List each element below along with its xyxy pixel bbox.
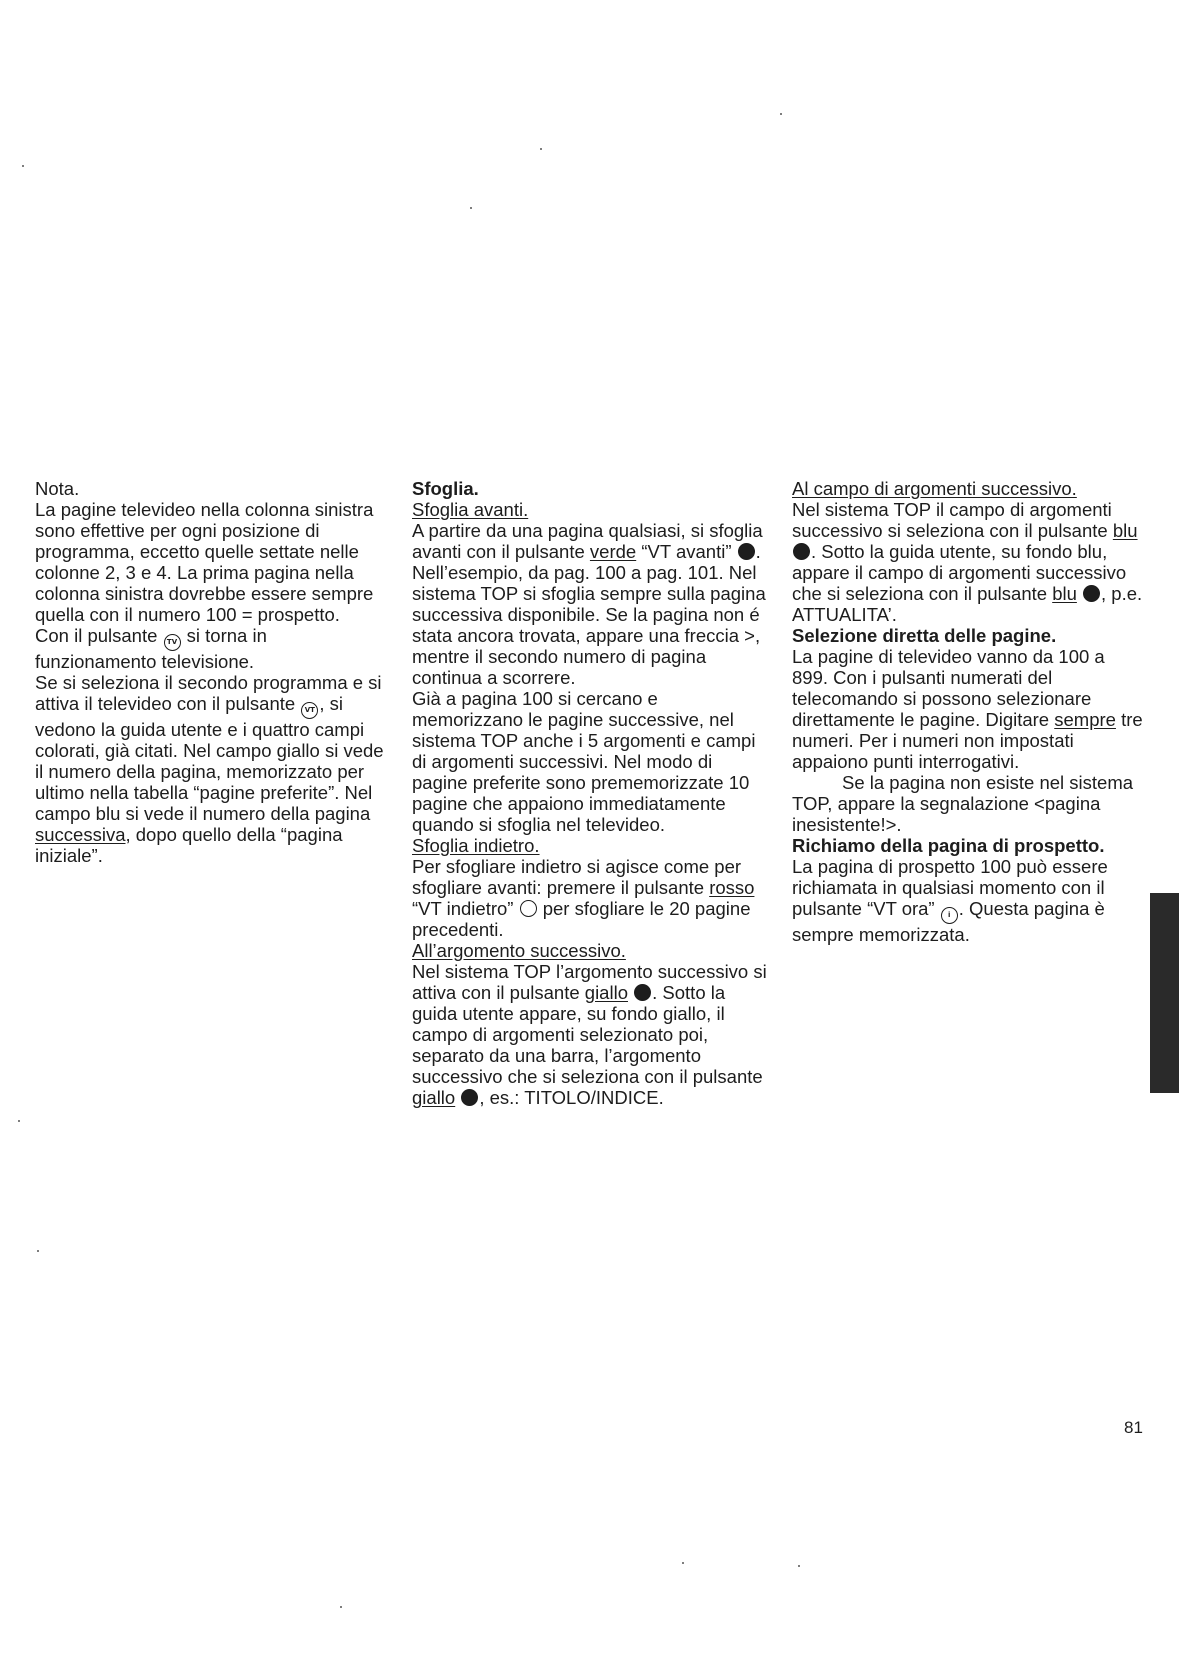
section-heading-sfoglia: Sfoglia. — [412, 478, 479, 499]
yellow-button-icon — [634, 984, 651, 1001]
scan-speck — [780, 113, 782, 115]
info-button-icon: i — [941, 907, 958, 924]
paragraph-sfoglia-indietro: Per sfogliare indietro si agisce come per sfogliare avanti: premere il pulsante rosso “VT indietro” per sfogliare le 20 pagine precedenti. — [412, 856, 755, 940]
scan-speck — [470, 207, 472, 209]
paragraph-sfoglia-avanti: A partire da una pagina qualsiasi, si sfoglia avanti con il pulsante verde “VT avanti” . Nell’esempio, da pag. 100 a pag. 101. Nel sistema TOP si sfoglia sempre sulla pagina successiva disponibile. Se la pagina non é stata ancora trovata, appare una freccia >, mentre il secondo numero di pagina continua a scorrere. — [412, 520, 766, 688]
paragraph-pagina-inesistente: Se la pagina non esiste nel sistema TOP, appare la segnalazione <pagina inesistente!>. — [792, 772, 1134, 835]
paragraph-campo-argomenti: Nel sistema TOP il campo di argomenti successivo si seleziona con il pulsante blu . Sotto la guida utente, su fondo blu, appare il campo di argomenti successivo che si seleziona con il pulsante blu , p.e. ATTUALITA’. — [792, 499, 1143, 625]
blue-button-icon — [1083, 585, 1100, 602]
subheading-campo-argomenti: Al campo di argomenti successivo. — [792, 478, 1077, 499]
scan-speck — [18, 1120, 20, 1122]
note-text-2: Con il pulsante TV si torna in funzionamento televisione. — [35, 625, 267, 672]
side-tab-marker — [1150, 893, 1179, 1093]
vt-button-icon: VT — [301, 702, 318, 719]
note-label: Nota. — [35, 478, 80, 499]
paragraph-memorizzazione: Già a pagina 100 si cercano e memorizzano le pagine successive, nel sistema TOP anche i 5 argomenti e campi di argomenti successivi. Nel modo di pagine preferite sono prememorizzate 10 pagine che appaiono immediatamente quando si sfoglia nel televideo. — [412, 688, 756, 835]
paragraph-richiamo: La pagina di prospetto 100 può essere richiamata in qualsiasi momento con il pulsante “VT ora” i . Questa pagina è sempre memorizzata. — [792, 856, 1108, 945]
red-button-icon — [520, 900, 537, 917]
subheading-argomento-successivo: All’argomento successivo. — [412, 940, 626, 961]
scan-speck — [682, 1562, 684, 1564]
section-heading-selezione-diretta: Selezione diretta delle pagine. — [792, 625, 1057, 646]
scan-speck — [340, 1606, 342, 1608]
note-text-3: Se si seleziona il secondo programma e si attiva il televideo con il pulsante VT , si vedono la guida utente e i quattro campi colorati, già citati. Nel campo giallo si vede il numero della pagina, memorizzato per ultimo nella tabella “pagine preferite”. Nel campo blu si vede il numero della pagina successiva, dopo quello della “pagina iniziale”. — [35, 672, 384, 866]
column-3 — [792, 478, 1144, 945]
paragraph-argomento-successivo: Nel sistema TOP l’argomento successivo si attiva con il pulsante giallo . Sotto la guida utente appare, su fondo giallo, il campo di argomenti selezionato poi, separato da una barra, l’argomento successivo che si seleziona con il pulsante giallo , es.: TITOLO/INDICE. — [412, 961, 767, 1108]
subheading-sfoglia-avanti: Sfoglia avanti. — [412, 499, 529, 520]
scan-speck — [540, 148, 542, 150]
column-1 — [35, 478, 390, 866]
subheading-sfoglia-indietro: Sfoglia indietro. — [412, 835, 540, 856]
yellow-button-icon — [461, 1089, 478, 1106]
column-2 — [412, 478, 768, 1108]
section-heading-richiamo: Richiamo della pagina di prospetto. — [792, 835, 1105, 856]
tv-button-icon: TV — [164, 634, 181, 651]
note-text-1: La pagine televideo nella colonna sinistra sono effettive per ogni posizione di programma, eccetto quelle settate nelle colonne 2, 3 e 4. La prima pagina nella colonna sinistra dovrebbe essere sempre quella con il numero 100 = prospetto. — [35, 499, 374, 625]
blue-button-icon — [793, 543, 810, 560]
scan-speck — [798, 1565, 800, 1567]
paragraph-selezione-diretta: La pagine di televideo vanno da 100 a 899. Con i pulsanti numerati del telecomando si possono selezionare direttamente le pagine. Digitare sempre tre numeri. Per i numeri non impostati appaiono punti interrogativi. — [792, 646, 1143, 772]
green-button-icon — [738, 543, 755, 560]
scan-speck — [22, 165, 24, 167]
scan-speck — [37, 1250, 39, 1252]
page-number: 81 — [1124, 1418, 1143, 1437]
